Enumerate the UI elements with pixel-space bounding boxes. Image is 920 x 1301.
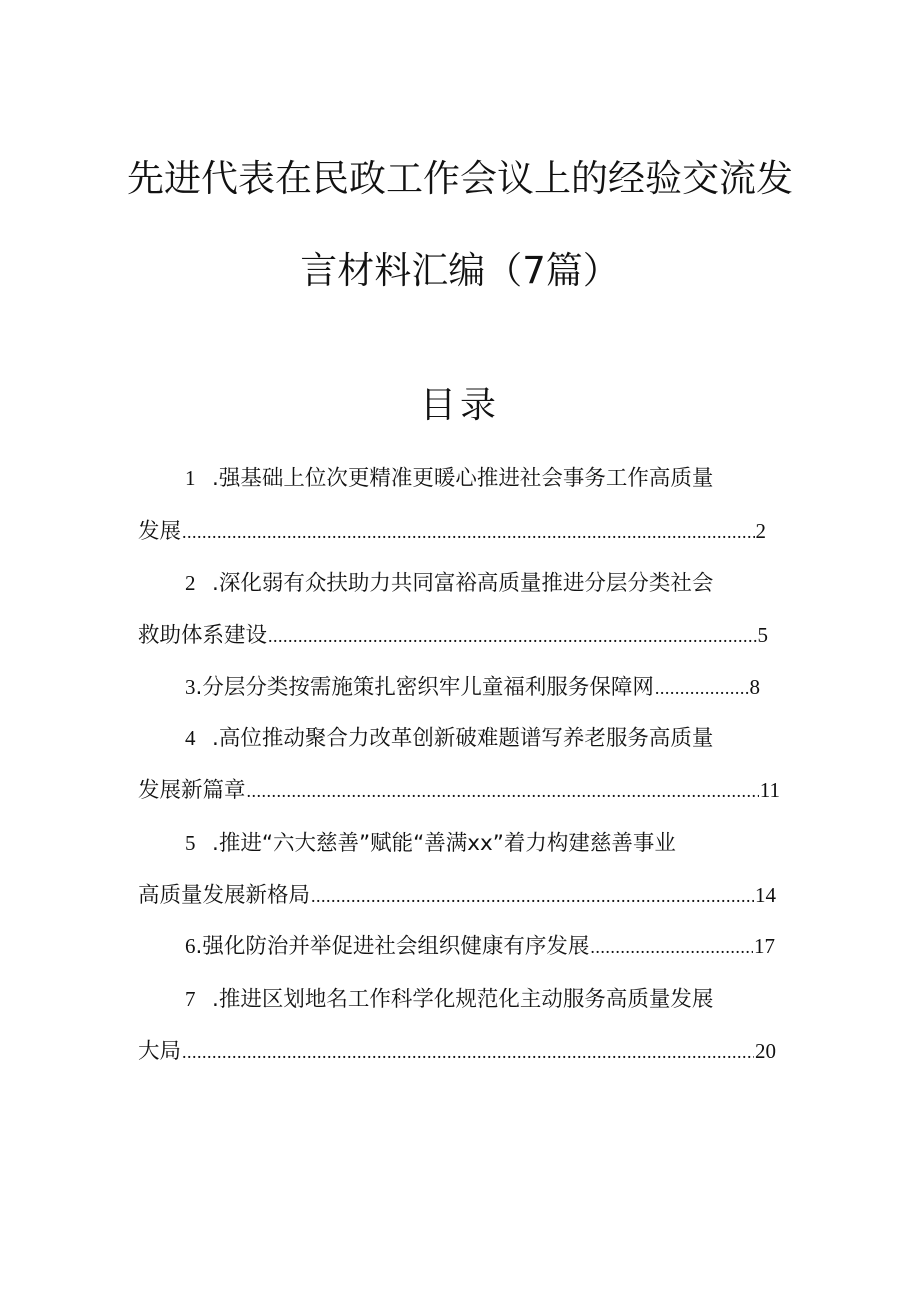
toc-page-number: 20 bbox=[755, 1039, 776, 1063]
toc-entry-title: .推进“六大慈善”赋能“善满xx”着力构建慈善事业 bbox=[212, 831, 676, 856]
toc-heading: 目录 bbox=[419, 385, 500, 426]
toc-entry-2[interactable] bbox=[185, 568, 765, 598]
toc-entry-number: 2 bbox=[185, 571, 196, 595]
toc-page-number: 14 bbox=[755, 883, 776, 907]
toc-entry-1-continuation[interactable] bbox=[138, 516, 766, 546]
toc-entry-4[interactable] bbox=[185, 723, 765, 753]
toc-entry-5[interactable] bbox=[185, 828, 765, 858]
toc-page-number: 8 bbox=[749, 675, 760, 699]
toc-entry-title: .分层分类按需施策扎密织牢儿童福利服务保障网 bbox=[195, 675, 654, 700]
document-title-line-1: 先进代表在民政工作会议上的经验交流发 bbox=[127, 157, 793, 200]
toc-dot-leader bbox=[247, 776, 759, 806]
toc-entry-title-continuation: 大局 bbox=[138, 1039, 182, 1064]
toc-entry-title-continuation: 发展新篇章 bbox=[138, 778, 246, 803]
toc-dot-leader bbox=[268, 621, 756, 651]
toc-entry-number: 6 bbox=[185, 934, 196, 958]
toc-entry-7[interactable] bbox=[185, 984, 765, 1014]
toc-entry-number: 4 bbox=[185, 726, 196, 750]
toc-entry-title: .高位推动聚合力改革创新破难题谱写养老服务高质量 bbox=[212, 726, 714, 751]
toc-entry-title: .推进区划地名工作科学化规范化主动服务高质量发展 bbox=[212, 987, 714, 1012]
toc-dot-leader bbox=[182, 1037, 754, 1067]
toc-dot-leader bbox=[590, 932, 753, 962]
toc-entry-number: 5 bbox=[185, 831, 196, 855]
toc-entry-1[interactable] bbox=[185, 463, 765, 493]
toc-entry-number: 1 bbox=[185, 466, 196, 490]
toc-entry-4-continuation[interactable] bbox=[138, 775, 780, 805]
toc-entry-5-continuation[interactable] bbox=[138, 880, 776, 910]
toc-dot-leader bbox=[182, 517, 754, 547]
toc-entry-number: 3 bbox=[185, 675, 196, 699]
toc-entry-title-continuation: 高质量发展新格局 bbox=[138, 883, 311, 908]
toc-dot-leader bbox=[311, 881, 754, 911]
toc-page-number: 2 bbox=[755, 519, 766, 543]
toc-dot-leader bbox=[655, 673, 749, 703]
toc-entry-2-continuation[interactable] bbox=[138, 620, 768, 650]
toc-entry-3[interactable] bbox=[185, 672, 760, 702]
toc-entry-title-continuation: 救助体系建设 bbox=[138, 623, 268, 648]
toc-entry-6[interactable] bbox=[185, 931, 775, 961]
toc-entry-7-continuation[interactable] bbox=[138, 1036, 776, 1066]
document-title-line-2: 言材料汇编（7篇） bbox=[300, 249, 620, 292]
toc-entry-title: .强基础上位次更精准更暖心推进社会事务工作高质量 bbox=[212, 466, 714, 491]
toc-entry-title-continuation: 发展 bbox=[138, 519, 182, 544]
toc-entry-title: .强化防治并举促进社会组织健康有序发展 bbox=[195, 934, 590, 959]
toc-page-number: 5 bbox=[757, 623, 768, 647]
toc-entry-title: .深化弱有众扶助力共同富裕高质量推进分层分类社会 bbox=[212, 571, 714, 596]
toc-page-number: 17 bbox=[754, 934, 775, 958]
toc-entry-number: 7 bbox=[185, 987, 196, 1011]
toc-page-number: 11 bbox=[759, 778, 780, 802]
